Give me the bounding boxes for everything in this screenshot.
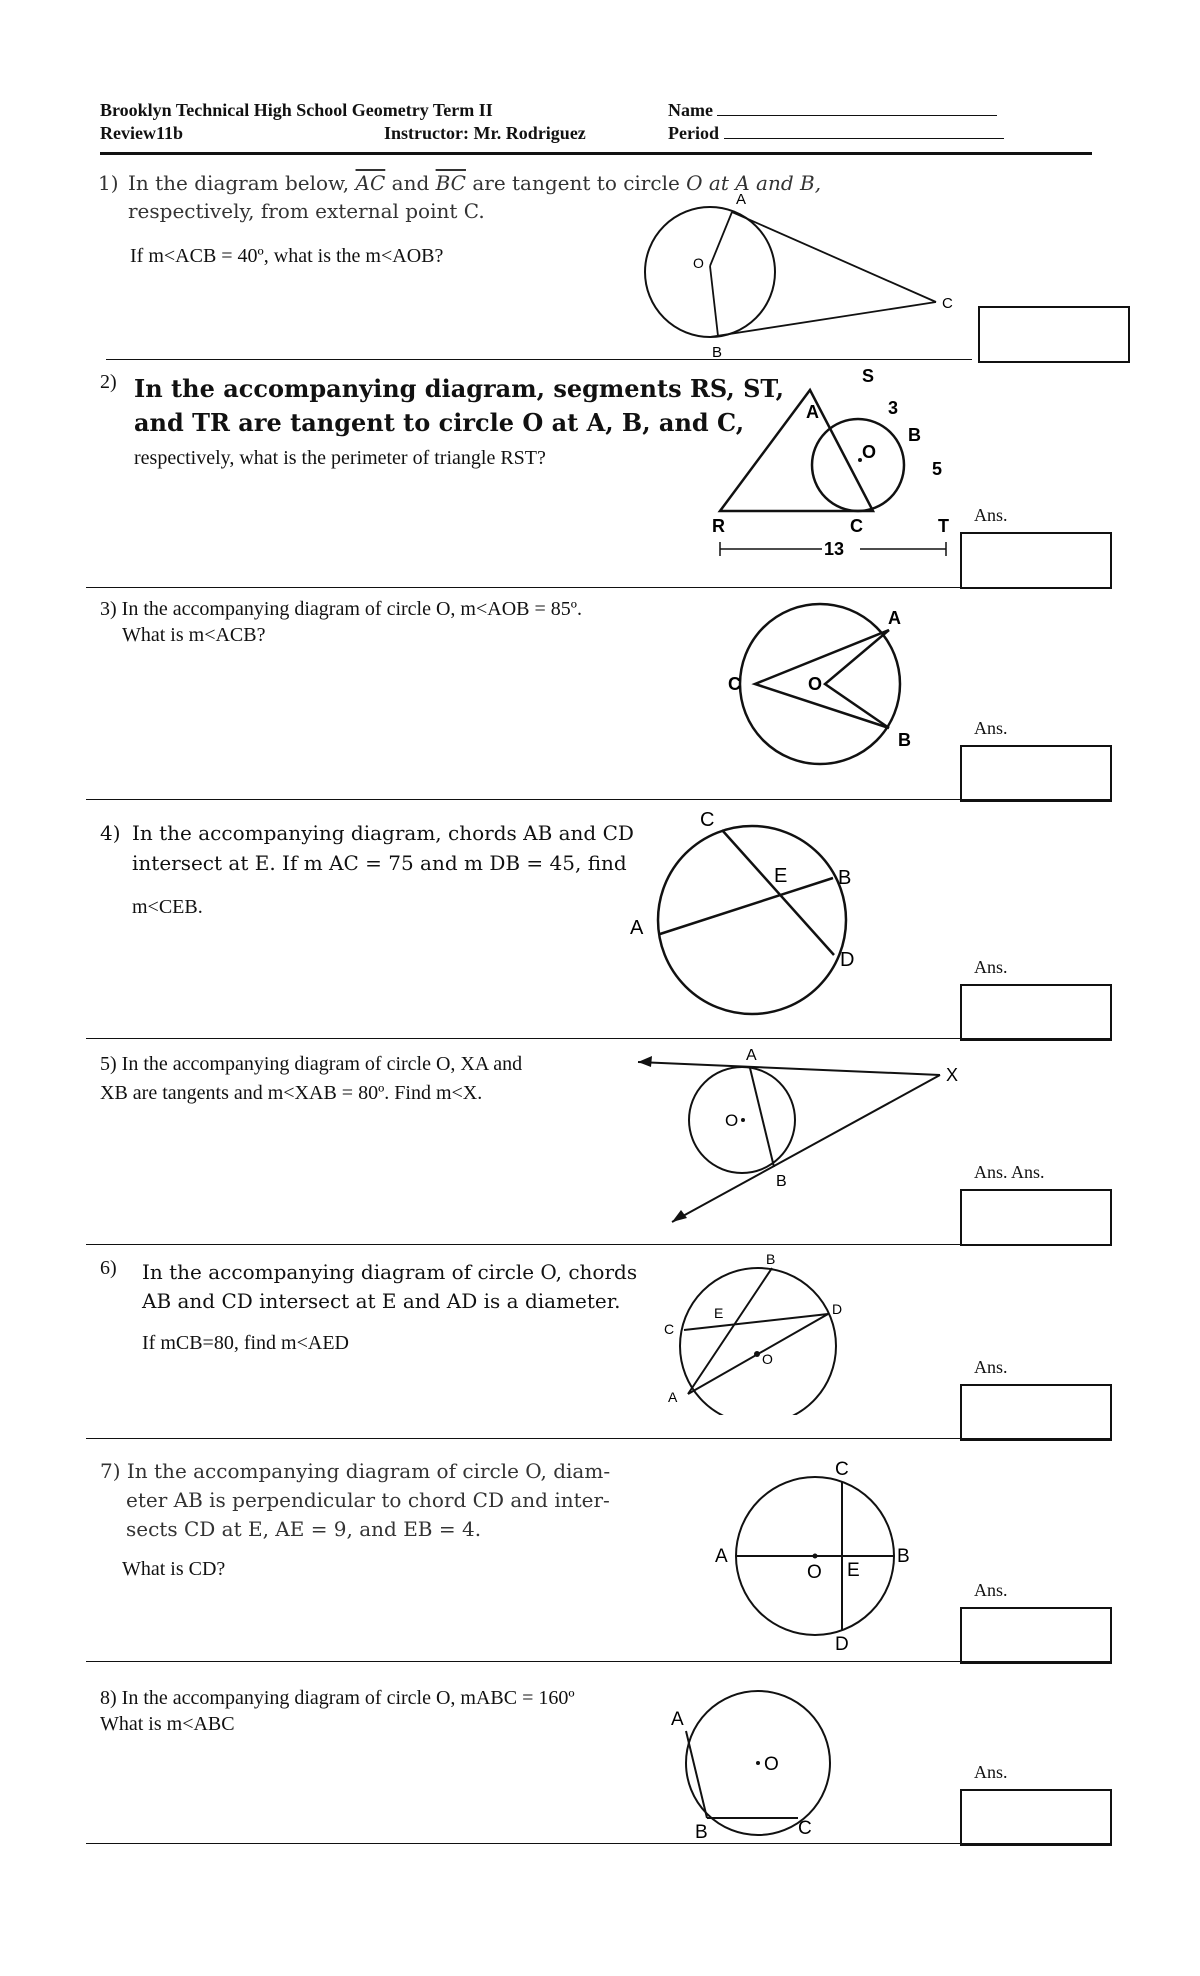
instructor-name: Instructor: Mr. Rodriguez: [384, 123, 586, 143]
q5-arrow-bottom: [672, 1210, 687, 1222]
q7-diagram: [715, 1455, 925, 1655]
q5-chord-ab: [750, 1068, 774, 1167]
q3-label-o: O: [808, 674, 823, 694]
q6-line2: AB and CD intersect at E and AD is a diameter.: [142, 1289, 621, 1313]
q7-line1: 7) In the accompanying diagram of circle O, diam-: [100, 1459, 611, 1483]
q2-divider: [86, 587, 1110, 588]
q2-ans-label: Ans.: [974, 505, 1008, 525]
q2-label-c: C: [850, 516, 863, 536]
q3-answer-box[interactable]: [960, 745, 1112, 802]
q1-text-b: and: [385, 171, 436, 195]
review-title: Review11b: [100, 123, 183, 143]
q8-divider: [86, 1843, 1110, 1844]
q1-label-c: C: [942, 295, 953, 312]
q4-line1: In the accompanying diagram, chords AB and CD: [132, 821, 634, 845]
q4-label-b: B: [838, 867, 852, 889]
period-blank[interactable]: [724, 138, 1004, 139]
q8-line2: What is m<ABC: [100, 1713, 235, 1735]
q2-number: 2): [100, 371, 117, 393]
q1-number: 1): [98, 171, 119, 195]
q4-label-c: C: [700, 809, 715, 831]
q2-label-o: O: [862, 442, 877, 462]
q5-tangent-xb: [672, 1075, 940, 1222]
q1-text-d: O at A and B,: [686, 171, 822, 195]
q2-circle: [812, 419, 904, 511]
q2-label-5: 5: [932, 459, 943, 479]
q3-central-angle: [825, 630, 889, 728]
q8-label-a: A: [671, 1709, 684, 1730]
q2-label-r: R: [712, 516, 725, 536]
q4-line3: m<CEB.: [132, 896, 203, 918]
q6-answer-box[interactable]: [960, 1384, 1112, 1441]
q1-radius-oa: [710, 212, 732, 266]
q1-text-a: In the diagram below,: [128, 171, 356, 195]
q2-diagram: [700, 368, 970, 568]
q6-chord-ab: [688, 1268, 772, 1394]
q1-label-b: B: [712, 344, 723, 360]
q5-ans-label: Ans. Ans.: [974, 1162, 1045, 1182]
q1-divider: [106, 359, 972, 360]
q2-label-a: A: [806, 402, 819, 422]
q6-label-o: O: [762, 1351, 773, 1367]
q5-line1: 5) In the accompanying diagram of circle O, XA and: [100, 1053, 523, 1075]
q6-label-b: B: [766, 1251, 776, 1267]
q7-ask: What is CD?: [122, 1558, 226, 1580]
q2-label-t: T: [938, 516, 949, 536]
q6-diagram: [660, 1250, 880, 1415]
q8-label-b: B: [695, 1822, 708, 1843]
q7-line3: sects CD at E, AE = 9, and EB = 4.: [126, 1517, 482, 1541]
q2-label-s: S: [862, 368, 875, 386]
q7-line2: eter AB is perpendicular to chord CD and inter-: [126, 1488, 610, 1512]
q7-label-e: E: [847, 1560, 860, 1581]
q5-label-b: B: [776, 1173, 787, 1190]
q2-label-3: 3: [888, 398, 899, 418]
q4-ans-label: Ans.: [974, 957, 1008, 977]
name-blank[interactable]: [717, 115, 997, 116]
q5-answer-box[interactable]: [960, 1189, 1112, 1246]
q8-label-c: C: [798, 1818, 812, 1839]
period-field[interactable]: [668, 123, 1004, 144]
q5-tangent-xa: [638, 1062, 940, 1075]
q2-triangle-rst: [720, 390, 873, 511]
q4-chord-cd: [722, 830, 834, 955]
q7-ans-label: Ans.: [974, 1580, 1008, 1600]
q4-label-e: E: [774, 865, 788, 887]
q6-chord-cd: [684, 1314, 828, 1330]
q5-diagram: [630, 1040, 970, 1240]
q2-answer-box[interactable]: [960, 532, 1112, 589]
q8-diagram: [665, 1685, 845, 1845]
q2-line1: In the accompanying diagram, segments RS, ST,: [134, 374, 785, 403]
q8-center-dot: [756, 1761, 760, 1765]
q5-arrow-left: [638, 1056, 652, 1067]
q2-line2: and TR are tangent to circle O at A, B, and C,: [134, 408, 745, 437]
q2-line3: respectively, what is the perimeter of triangle RST?: [134, 447, 546, 469]
q1-tangent-ac: [732, 212, 936, 302]
q1-diagram: [630, 190, 970, 360]
q5-center-dot: [741, 1118, 745, 1122]
q4-label-d: D: [840, 949, 855, 971]
q5-divider: [86, 1244, 1110, 1245]
q7-label-o: O: [807, 1562, 822, 1583]
q4-circle: [658, 826, 846, 1014]
q4-line2: intersect at E. If m AC = 75 and m DB = 45, find: [132, 851, 627, 875]
q5-label-o: O: [725, 1111, 739, 1130]
q8-label-o: O: [764, 1754, 779, 1775]
q1-label-o: O: [693, 255, 704, 271]
q1-text-c: are tangent to circle: [465, 171, 687, 195]
school-title: Brooklyn Technical High School Geometry Term II: [100, 100, 493, 120]
q7-label-c: C: [835, 1459, 849, 1480]
q6-label-a: A: [668, 1389, 678, 1405]
q6-center-dot: [754, 1351, 760, 1357]
q1-radius-ob: [710, 266, 718, 336]
q7-divider: [86, 1661, 1110, 1662]
q3-label-a: A: [888, 608, 901, 628]
header-rule: [100, 152, 1092, 155]
q5-label-a: A: [746, 1047, 757, 1064]
period-label: Period: [668, 123, 719, 143]
q3-line2: What is m<ACB?: [122, 624, 266, 646]
q7-label-b: B: [897, 1546, 910, 1567]
q6-number: 6): [100, 1257, 117, 1279]
name-field[interactable]: [668, 100, 997, 121]
q1-tangent-bc: [710, 302, 936, 337]
q3-ans-label: Ans.: [974, 718, 1008, 738]
q2-label-b: B: [908, 425, 921, 445]
q7-center-dot: [813, 1554, 818, 1559]
q3-label-b: B: [898, 730, 911, 750]
name-label: Name: [668, 100, 713, 120]
q8-answer-box[interactable]: [960, 1789, 1112, 1846]
q6-label-e: E: [714, 1305, 724, 1321]
q7-label-d: D: [835, 1634, 849, 1655]
q6-divider: [86, 1438, 1110, 1439]
q2-label-13: 13: [824, 539, 845, 559]
q8-ans-label: Ans.: [974, 1762, 1008, 1782]
q5-label-x: X: [946, 1065, 959, 1085]
q3-divider: [86, 799, 1110, 800]
q6-label-d: D: [832, 1301, 843, 1317]
q6-line3: If mCB=80, find m<AED: [142, 1332, 349, 1354]
q5-line2: XB are tangents and m<XAB = 80º. Find m<X.: [100, 1082, 483, 1104]
q3-label-c: C: [728, 674, 741, 694]
q1-line2: respectively, from external point C.: [128, 199, 485, 223]
q6-label-c: C: [664, 1321, 675, 1337]
q8-chord-ab: [686, 1731, 707, 1818]
q4-label-a: A: [630, 917, 644, 939]
q4-number: 4): [100, 821, 121, 845]
q3-diagram: [720, 600, 940, 770]
q8-line1: 8) In the accompanying diagram of circle O, mABC = 160º: [100, 1687, 575, 1709]
q1-answer-box[interactable]: [978, 306, 1130, 363]
q6-ans-label: Ans.: [974, 1357, 1008, 1377]
q1-label-a: A: [736, 191, 747, 208]
q4-divider: [86, 1038, 1110, 1039]
q7-label-a: A: [715, 1546, 728, 1567]
q7-answer-box[interactable]: [960, 1607, 1112, 1664]
q6-line1: In the accompanying diagram of circle O, chords: [142, 1260, 638, 1284]
q1-seg-bc: $\overline{BC}$: [435, 171, 466, 195]
q3-line1: 3) In the accompanying diagram of circle O, m<AOB = 85º.: [100, 598, 582, 620]
q1-ask: If m<ACB = 40º, what is the m<AOB?: [130, 245, 444, 267]
q4-answer-box[interactable]: [960, 984, 1112, 1041]
q4-diagram: [620, 806, 860, 1016]
q1-seg-ac: $\overline{AC}$: [355, 171, 386, 195]
